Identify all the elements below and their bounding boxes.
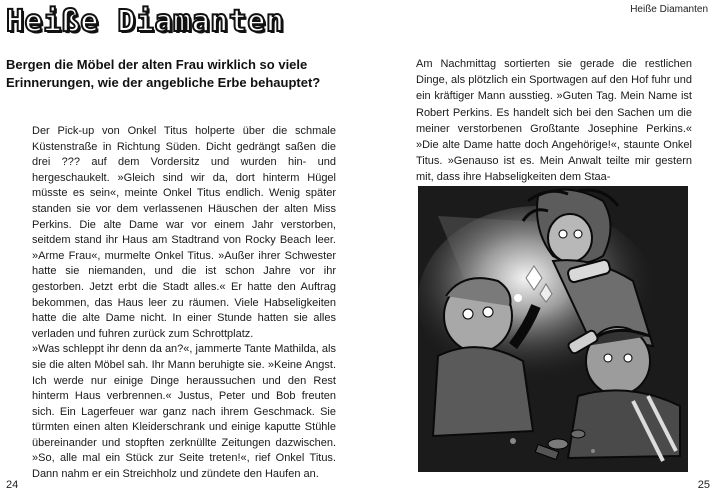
body-paragraph: Am Nachmittag sortierten sie gerade die restlichen Dinge, als plötzlich ein Sportwagen auf den Hof fuhr und ein kräftiger Mann ausstieg. »Guten Tag. Mein Name ist Robert Perkins. Es handelt sich bei den Sachen um die meiner verstorbenen Großtante Josephine Perkins.« »Die alte Dame hatte doch Angehörige!«, staunte Onkel Titus. »Genauso ist es. Mein Anwalt teilte mir gestern mit, dass ihre Habseligkeiten dem Staa- — [416, 58, 692, 184]
chapter-question: Bergen die Möbel der alten Frau wirklich so viele Erinnerungen, wie der angebliche Erbe behauptet? — [6, 57, 321, 90]
right-page-body — [416, 56, 692, 186]
book-title: Heiße Diamanten — [6, 4, 285, 39]
page-number-left: 24 — [6, 479, 19, 491]
illustration-drawing — [418, 186, 688, 472]
body-paragraph: »Was schleppt ihr denn da an?«, jammerte Tante Mathilda, als sie die alten Möbel sah. Ihr Mann beruhigte sie. »Keine Angst. Ich werde nur einige Dinge heraussuchen und den Rest hinterm Haus verbrennen.« Justus, Peter und Bob freuten sich. Ein Lagerfeuer war ganz nach ihrem Geschmack. Sie türmten einen alten Kleiderschrank und einige kaputte Stühle übereinander und stopften zerknüllte Zeitungen dazwischen. »So, alle mal ein Stück zur Seite treten!«, rief Onkel Titus. Dann nahm er ein Streichholz und zündete den Haufen an. — [32, 343, 336, 481]
left-page-body — [32, 124, 336, 483]
body-paragraph: Der Pick-up von Onkel Titus holperte über die schmale Küstenstraße in Richtung Süden. Dicht gedrängt saßen die drei ??? auf dem Vordersitz und wurden hin- und hergeschaukelt. »Gleich sind wir da, dort hinterm Hügel müsste es sein«, meinte Onkel Titus endlich. Wenig später standen sie vor dem verlassenen Häuschen der alten Miss Perkins. Die alte Dame war vor einem Jahr verstorben, seitdem stand ihr Haus am Stadtrand von Rocky Beach leer. »Arme Frau«, murmelte Onkel Titus. »Außer ihrer Schwester hatte sie niemanden, und die ist schon Jahre vor ihr gestorben. Jetzt erbt die Stadt alles.« Er hatte den Auftrag bekommen, das Haus leer zu räumen. Viele Habseligkeiten hatte die alte Dame nicht. In einer Stunde hatten sie alles verladen und fuhren zurück zum Schrottplatz. — [32, 125, 336, 340]
story-illustration — [418, 186, 688, 472]
page-number-right: 25 — [697, 479, 710, 491]
running-head: Heiße Diamanten — [630, 4, 708, 15]
